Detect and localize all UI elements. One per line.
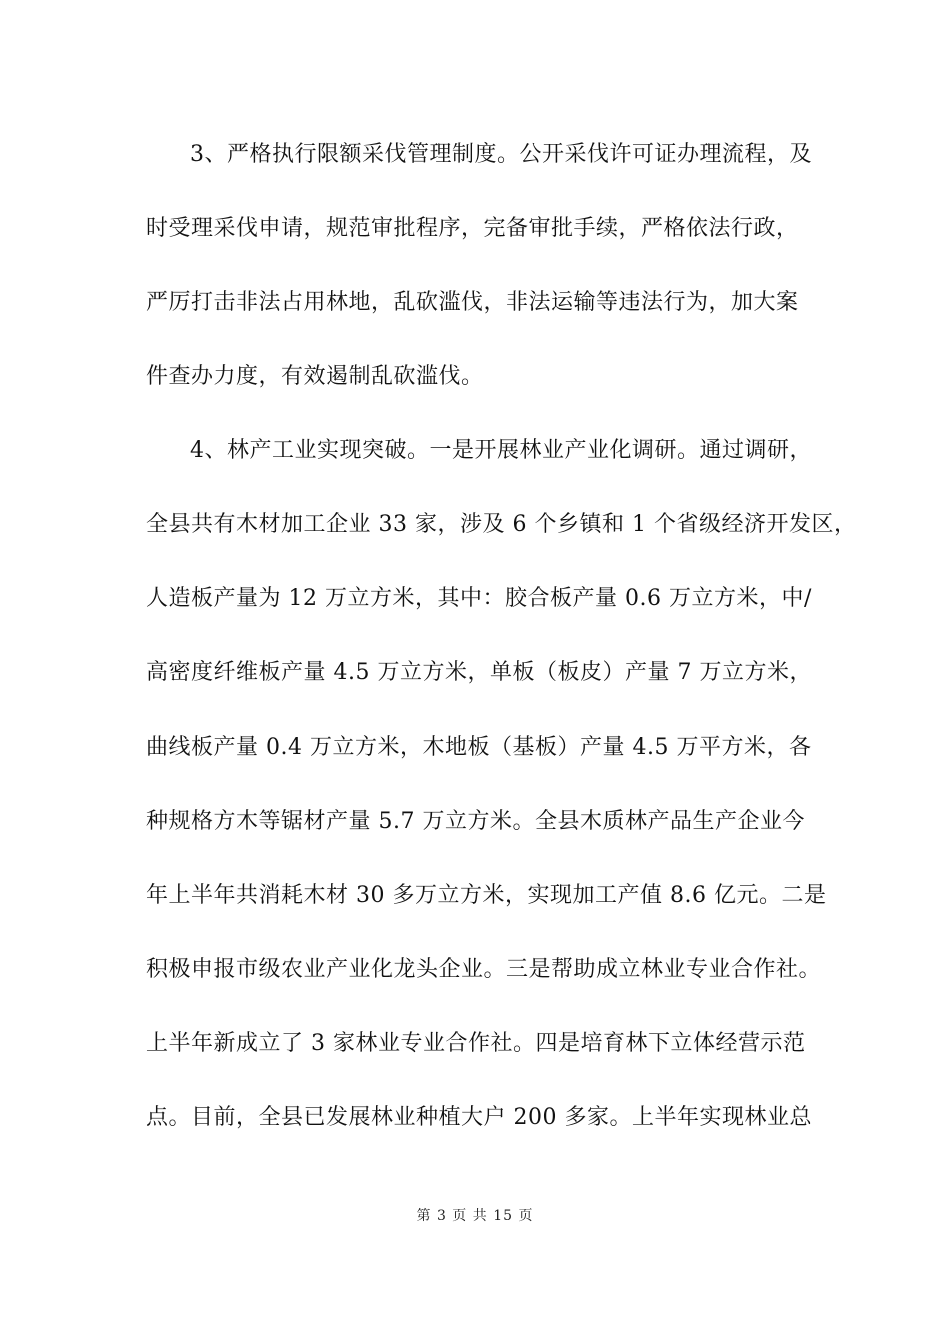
paragraph-line: 上半年新成立了 3 家林业专业合作社。四是培育林下立体经营示范 xyxy=(146,1031,806,1056)
paragraph-line: 时受理采伐申请，规范审批程序，完备审批手续，严格依法行政， xyxy=(146,216,799,241)
paragraph-line: 种规格方木等锯材产量 5.7 万立方米。全县木质林产品生产企业今 xyxy=(146,809,805,834)
paragraph-line: 全县共有木材加工企业 33 家，涉及 6 个乡镇和 1 个省级经济开发区， xyxy=(146,512,857,537)
paragraph-line: 点。目前，全县已发展林业种植大户 200 多家。上半年实现林业总 xyxy=(146,1105,812,1130)
paragraph-line: 4、林产工业实现突破。一是开展林业产业化调研。通过调研， xyxy=(190,438,812,463)
paragraph-line: 曲线板产量 0.4 万立方米，木地板（基板）产量 4.5 万平方米，各 xyxy=(146,735,812,760)
paragraph-line: 年上半年共消耗木材 30 多万立方米，实现加工产值 8.6 亿元。二是 xyxy=(146,883,827,908)
paragraph-line: 严厉打击非法占用林地，乱砍滥伐，非法运输等违法行为，加大案 xyxy=(146,290,799,315)
paragraph-line: 积极申报市级农业产业化龙头企业。三是帮助成立林业专业合作社。 xyxy=(146,957,822,982)
page-number-footer: 第 3 页 共 15 页 xyxy=(416,1208,534,1224)
paragraph-line: 件查办力度，有效遏制乱砍滥伐。 xyxy=(146,364,484,389)
paragraph-line: 3、严格执行限额采伐管理制度。公开采伐许可证办理流程，及 xyxy=(190,142,812,167)
paragraph-line: 人造板产量为 12 万立方米，其中：胶合板产量 0.6 万立方米，中/ xyxy=(146,586,812,611)
paragraph-line: 高密度纤维板产量 4.5 万立方米，单板（板皮）产量 7 万立方米， xyxy=(146,660,812,685)
